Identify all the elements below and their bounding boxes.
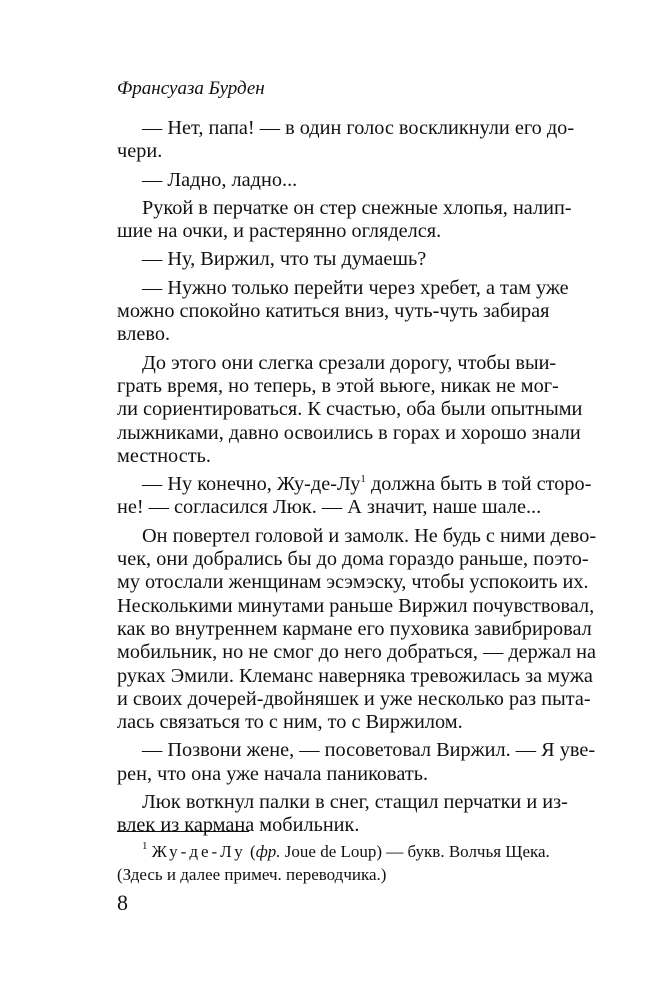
text-line: грать время, но теперь, в этой вьюге, никак не мог-	[117, 374, 559, 397]
text-line: как во внутреннем кармане его пуховика завибрировал	[117, 617, 592, 640]
paragraph	[117, 524, 597, 735]
text-line: не! — согласился Люк. — А значит, наше шале...	[117, 496, 542, 519]
footnote-reference: 1	[360, 473, 366, 486]
page-number: 8	[117, 890, 128, 915]
text-line: — Нужно только перейти через хребет, а там уже	[142, 276, 569, 299]
footnote-term: Жу-де-Лу	[151, 842, 246, 861]
text-line: Рукой в перчатке он стер снежные хлопья, налип-	[142, 196, 572, 219]
book-page	[117, 0, 597, 1000]
text-line: му отослали женщинам эсэмэску, чтобы успокоить их.	[117, 571, 589, 594]
footnote-original: Joue de Loup	[284, 842, 377, 861]
text-line: чери.	[117, 140, 163, 163]
footnote	[117, 840, 550, 886]
footnote-language-abbr: фр.	[255, 842, 281, 861]
footnote-line: (Здесь и далее примеч. переводчика.)	[117, 865, 387, 884]
text-segment: должна быть в той сторо-	[370, 473, 592, 496]
text-line: можно спокойно катиться вниз, чуть-чуть забирая	[117, 300, 550, 323]
text-line: мобильник, но не смог до него добраться, — держал на	[117, 641, 597, 664]
paragraph	[117, 276, 569, 347]
text-line: — Ладно, ладно...	[142, 168, 298, 191]
text-line: влево.	[117, 323, 171, 346]
text-line: До этого они слегка срезали дорогу, чтобы выи-	[142, 351, 557, 374]
body-text	[117, 117, 597, 838]
paragraph	[117, 117, 575, 164]
footnote-line: $^1$ Жу-де-Лу (фр. Joue de Loup) — букв. Волчья Щека.	[142, 840, 550, 861]
text-line: влек из кармана мобильник.	[117, 814, 360, 837]
paragraph	[117, 169, 529, 192]
text-line: — Позвони жене, — посоветовал Виржил. — Я уве-	[142, 739, 596, 762]
text-line: лыжниками, давно освоились в горах и хорошо знали	[117, 421, 581, 444]
text-line: Люк воткнул палки в снег, стащил перчатки и из-	[142, 791, 568, 814]
text-line: шие на очки, и растерянно огляделся.	[117, 220, 442, 243]
text-line: — Нет, папа! — в один голос воскликнули его до-	[142, 117, 575, 139]
text-line: лась связаться то с ним, то с Виржилом.	[117, 711, 463, 734]
paragraph	[117, 196, 572, 244]
text-line: — Ну, Виржил, что ты думаешь?	[142, 248, 427, 271]
footnote-gloss: ) — букв. Волчья Щека.	[376, 842, 550, 861]
footnote-divider	[117, 831, 249, 832]
text-line: Несколькими минутами раньше Виржил почувствовал,	[117, 594, 595, 617]
text-line: местность.	[117, 444, 211, 467]
paragraph	[117, 473, 592, 520]
text-line	[117, 473, 592, 496]
paragraph	[117, 739, 596, 786]
running-head: Франсуаза Бурден	[117, 78, 265, 99]
text-line: Он повертел головой и замолк. Не будь с ними дево-	[142, 524, 597, 547]
paragraph	[117, 351, 583, 468]
text-line: руках Эмили. Клеманс наверняка тревожилась за мужа	[117, 664, 593, 687]
text-line: ли сориентироваться. К счастью, оба были опытными	[117, 398, 583, 421]
text-line: рен, что она уже начала паниковать.	[117, 762, 429, 785]
text-line: и своих дочерей-двойняшек и уже несколько раз пыта-	[117, 687, 591, 710]
text-line: чек, они добрались бы до дома гораздо раньше, поэто-	[117, 548, 589, 571]
paragraph	[117, 248, 529, 271]
footnote-marker: 1	[142, 840, 148, 852]
text-segment: — Ну конечно, Жу-де-Лу	[142, 473, 361, 496]
